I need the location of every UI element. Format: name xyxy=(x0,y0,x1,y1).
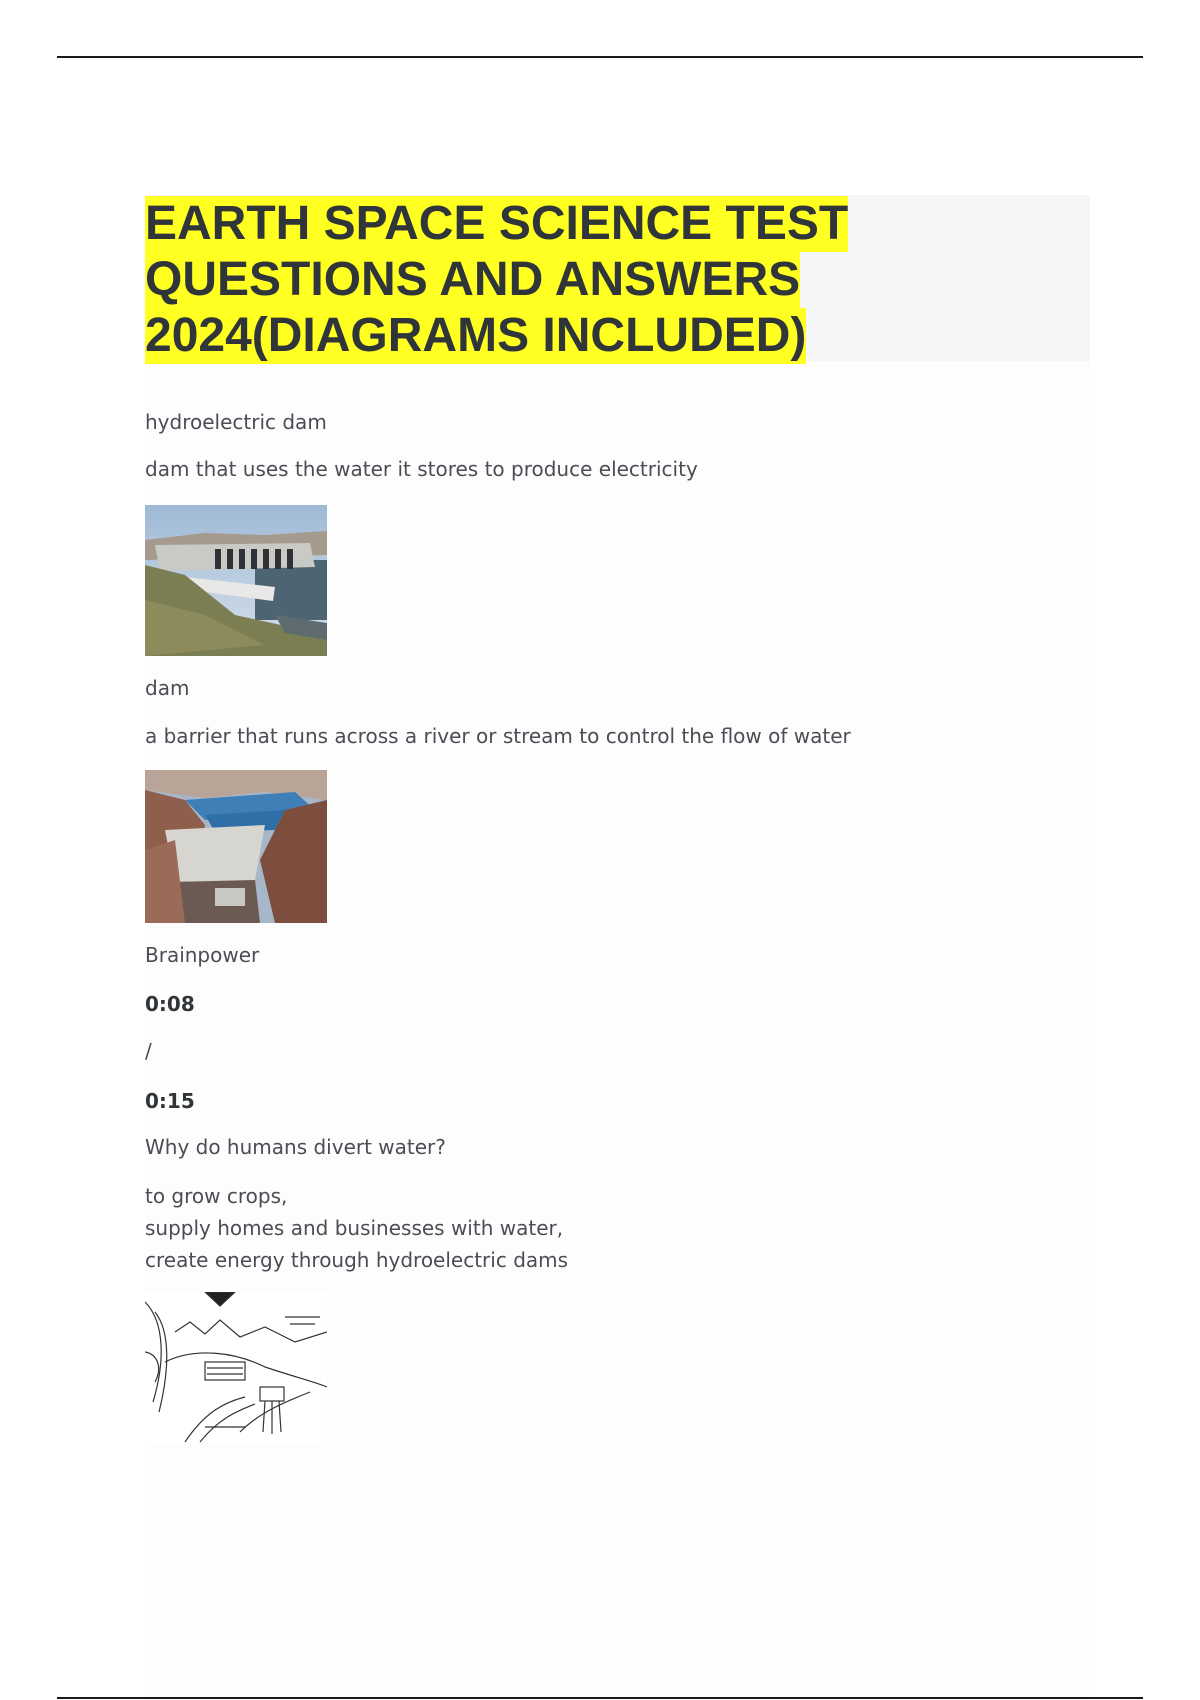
water-diversion-diagram[interactable] xyxy=(145,1292,327,1445)
media-duration: 0:15 xyxy=(145,1089,195,1113)
hydroelectric-dam-photo-icon xyxy=(145,505,327,656)
term-dam: dam xyxy=(145,676,190,700)
water-diversion-diagram-icon xyxy=(145,1292,327,1445)
document-title xyxy=(145,196,905,364)
question-answer xyxy=(145,1180,568,1276)
title-line-1: EARTH SPACE SCIENCE TEST xyxy=(145,197,849,250)
answer-line-1: to grow crops, xyxy=(145,1184,288,1208)
media-current-time: 0:08 xyxy=(145,992,195,1016)
definition-hydroelectric-dam: dam that uses the water it stores to produce electricity xyxy=(145,457,698,481)
question-prompt: Why do humans divert water? xyxy=(145,1135,446,1159)
media-time-separator: / xyxy=(145,1039,152,1063)
answer-line-3: create energy through hydroelectric dams xyxy=(145,1248,569,1272)
canyon-dam-photo-icon xyxy=(145,770,327,923)
title-line-3: 2024(DIAGRAMS INCLUDED) xyxy=(145,309,807,362)
term-hydroelectric-dam: hydroelectric dam xyxy=(145,410,327,434)
media-label: Brainpower xyxy=(145,943,260,967)
title-line-2: QUESTIONS AND ANSWERS xyxy=(145,253,801,306)
answer-line-2: supply homes and businesses with water, xyxy=(145,1216,564,1240)
top-rule xyxy=(57,56,1143,58)
bottom-rule xyxy=(57,1697,1143,1699)
hydroelectric-dam-photo[interactable] xyxy=(145,505,327,656)
definition-dam: a barrier that runs across a river or stream to control the flow of water xyxy=(145,724,851,748)
canyon-dam-photo[interactable] xyxy=(145,770,327,923)
